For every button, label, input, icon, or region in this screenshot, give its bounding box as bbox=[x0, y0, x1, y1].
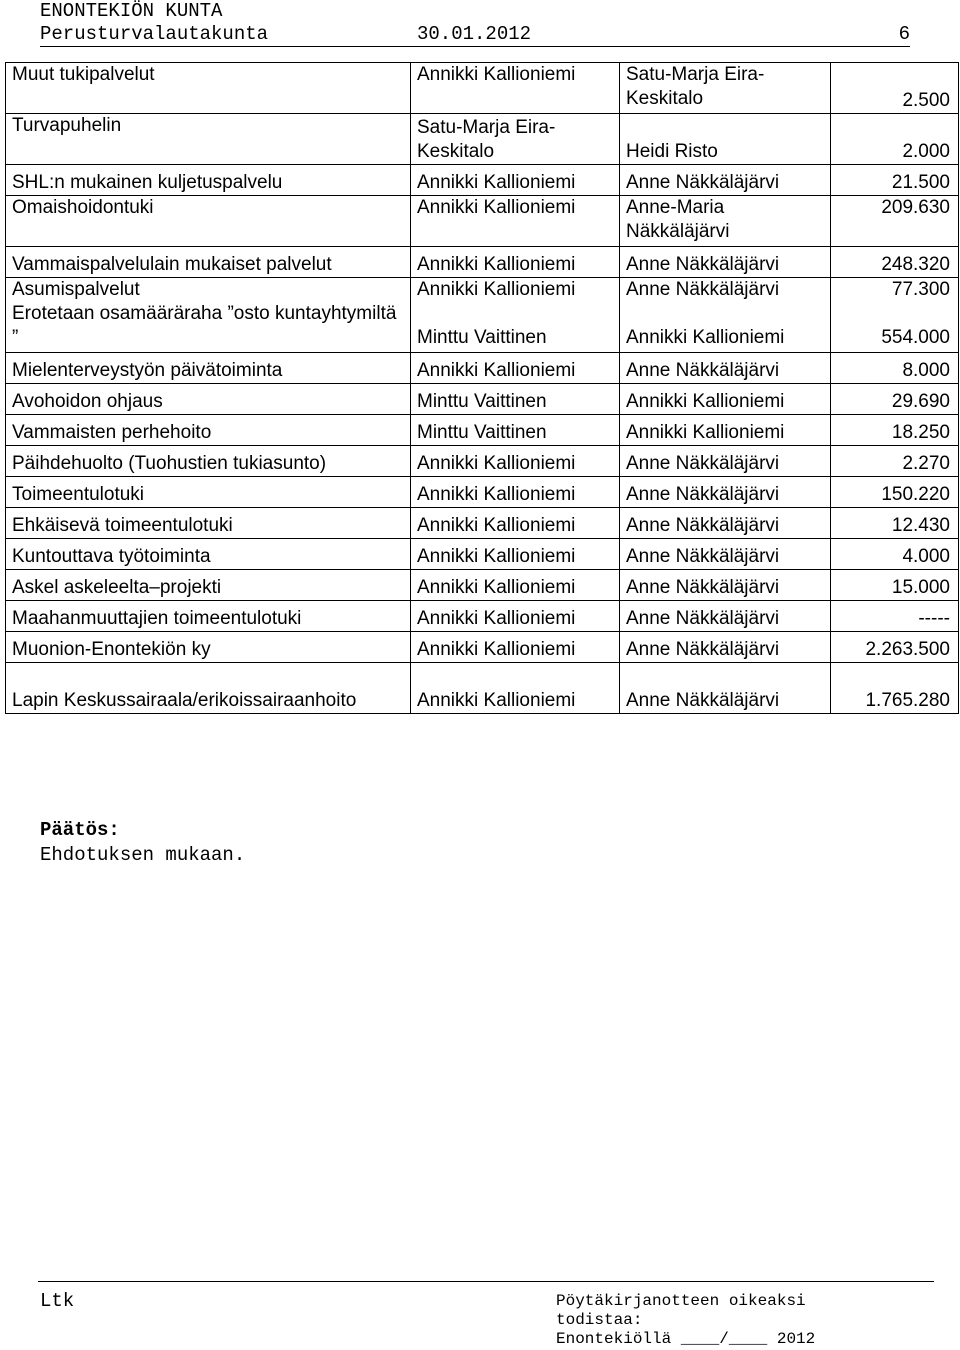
table-row bbox=[6, 601, 959, 632]
approver-cell: Annikki Kallioniemi bbox=[411, 196, 620, 247]
board-name: Perusturvalautakunta bbox=[40, 23, 269, 45]
table-row bbox=[6, 663, 959, 714]
table-row bbox=[6, 508, 959, 539]
table-row bbox=[6, 114, 959, 165]
table-row bbox=[6, 63, 959, 114]
approver-cell: Annikki Kallioniemi bbox=[411, 508, 620, 539]
certification-line: Enontekiöllä ____/____ 2012 bbox=[556, 1330, 816, 1348]
deputy-cell: Anne Näkkäläjärvi bbox=[620, 663, 831, 714]
organization-name: ENONTEKIÖN KUNTA bbox=[40, 0, 223, 22]
table-row bbox=[6, 384, 959, 415]
service-cell: SHL:n mukainen kuljetuspalvelu bbox=[6, 165, 411, 196]
service-cell: Muut tukipalvelut bbox=[6, 63, 411, 114]
approver-cell: Minttu Vaittinen bbox=[411, 384, 620, 415]
amount-cell: 12.430 bbox=[831, 508, 959, 539]
amount-line: 77.300 bbox=[891, 279, 950, 300]
approver-cell: Annikki Kallioniemi bbox=[411, 570, 620, 601]
approver-cell: Annikki Kallioniemi bbox=[411, 601, 620, 632]
table-row bbox=[6, 415, 959, 446]
service-cell: Päihdehuolto (Tuohustien tukiasunto) bbox=[6, 446, 411, 477]
deputy-subline: Annikki Kallioniemi bbox=[626, 327, 785, 348]
certification-line: Pöytäkirjanotteen oikeaksi bbox=[556, 1292, 806, 1310]
amount-cell: 2.500 bbox=[831, 63, 959, 114]
amount-cell: 2.000 bbox=[831, 114, 959, 165]
service-cell: Vammaispalvelulain mukaiset palvelut bbox=[6, 247, 411, 278]
service-cell: Omaishoidontuki bbox=[6, 196, 411, 247]
service-cell: Kuntouttava työtoiminta bbox=[6, 539, 411, 570]
table-row bbox=[6, 247, 959, 278]
approver-cell: Annikki Kallioniemi bbox=[411, 63, 620, 114]
amount-cell: 1.765.280 bbox=[831, 663, 959, 714]
service-cell: Avohoidon ohjaus bbox=[6, 384, 411, 415]
amount-cell: 4.000 bbox=[831, 539, 959, 570]
deputy-cell bbox=[620, 278, 831, 353]
service-cell bbox=[6, 278, 411, 353]
deputy-cell: Anne Näkkäläjärvi bbox=[620, 601, 831, 632]
approver-cell: Annikki Kallioniemi bbox=[411, 539, 620, 570]
deputy-cell: Anne Näkkäläjärvi bbox=[620, 353, 831, 384]
amount-cell: 2.270 bbox=[831, 446, 959, 477]
service-cell: Maahanmuuttajien toimeentulotuki bbox=[6, 601, 411, 632]
service-cell: Mielenterveystyön päivätoiminta bbox=[6, 353, 411, 384]
table-row bbox=[6, 165, 959, 196]
amount-cell: 29.690 bbox=[831, 384, 959, 415]
deputy-cell: Anne Näkkäläjärvi bbox=[620, 508, 831, 539]
page-header bbox=[40, 0, 910, 47]
budget-table bbox=[5, 62, 959, 714]
table-row bbox=[6, 632, 959, 663]
deputy-cell: Heidi Risto bbox=[620, 114, 831, 165]
service-cell: Vammaisten perhehoito bbox=[6, 415, 411, 446]
service-cell: Lapin Keskussairaala/erikoissairaanhoito bbox=[6, 663, 411, 714]
amount-cell: 2.263.500 bbox=[831, 632, 959, 663]
approver-cell: Annikki Kallioniemi bbox=[411, 477, 620, 508]
amount-cell: 21.500 bbox=[831, 165, 959, 196]
decision-text: Ehdotuksen mukaan. bbox=[40, 844, 246, 866]
approver-cell: Annikki Kallioniemi bbox=[411, 247, 620, 278]
service-cell: Ehkäisevä toimeentulotuki bbox=[6, 508, 411, 539]
approver-cell: Annikki Kallioniemi bbox=[411, 663, 620, 714]
approver-cell: Annikki Kallioniemi bbox=[411, 165, 620, 196]
ltk-label: Ltk bbox=[40, 1290, 75, 1312]
deputy-cell: Anne Näkkäläjärvi bbox=[620, 570, 831, 601]
table-row bbox=[6, 196, 959, 247]
deputy-cell: Annikki Kallioniemi bbox=[620, 384, 831, 415]
page-footer bbox=[38, 1281, 934, 1348]
table-row bbox=[6, 353, 959, 384]
deputy-cell: Anne-Maria Näkkäläjärvi bbox=[620, 196, 831, 247]
service-cell: Askel askeleelta–projekti bbox=[6, 570, 411, 601]
table-row bbox=[6, 539, 959, 570]
amount-cell: 150.220 bbox=[831, 477, 959, 508]
amount-cell: 18.250 bbox=[831, 415, 959, 446]
amount-subline: 554.000 bbox=[881, 327, 950, 348]
service-cell: Muonion-Enontekiön ky bbox=[6, 632, 411, 663]
amount-cell: ----- bbox=[831, 601, 959, 632]
amount-cell: 15.000 bbox=[831, 570, 959, 601]
approver-cell: Minttu Vaittinen bbox=[411, 415, 620, 446]
decision-block bbox=[40, 818, 245, 868]
page-number: 6 bbox=[898, 23, 910, 45]
amount-cell bbox=[831, 278, 959, 353]
amount-cell: 248.320 bbox=[831, 247, 959, 278]
amount-cell: 209.630 bbox=[831, 196, 959, 247]
service-cell: Toimeentulotuki bbox=[6, 477, 411, 508]
deputy-cell: Anne Näkkäläjärvi bbox=[620, 477, 831, 508]
table-row bbox=[6, 570, 959, 601]
approver-cell: Annikki Kallioniemi bbox=[411, 632, 620, 663]
approver-cell: Annikki Kallioniemi bbox=[411, 446, 620, 477]
header-line bbox=[40, 23, 910, 47]
amount-cell: 8.000 bbox=[831, 353, 959, 384]
deputy-cell: Anne Näkkäläjärvi bbox=[620, 165, 831, 196]
deputy-cell: Anne Näkkäläjärvi bbox=[620, 632, 831, 663]
approver-cell: Satu-Marja Eira-Keskitalo bbox=[411, 114, 620, 165]
approver-subline: Minttu Vaittinen bbox=[417, 327, 547, 348]
deputy-cell: Anne Näkkäläjärvi bbox=[620, 247, 831, 278]
table-row bbox=[6, 446, 959, 477]
service-subline: Erotetaan osamääräraha ”osto kuntayhtymiltä ” bbox=[12, 303, 397, 348]
table-row bbox=[6, 278, 959, 353]
deputy-cell: Anne Näkkäläjärvi bbox=[620, 539, 831, 570]
deputy-cell: Annikki Kallioniemi bbox=[620, 415, 831, 446]
decision-label: Päätös: bbox=[40, 819, 120, 841]
table-row bbox=[6, 477, 959, 508]
approver-cell: Annikki Kallioniemi bbox=[411, 353, 620, 384]
certification-line: todistaa: bbox=[556, 1311, 643, 1329]
certification-block bbox=[556, 1292, 815, 1349]
deputy-line: Anne Näkkäläjärvi bbox=[626, 279, 780, 300]
approver-line: Annikki Kallioniemi bbox=[417, 279, 576, 300]
deputy-cell: Anne Näkkäläjärvi bbox=[620, 446, 831, 477]
service-line: Asumispalvelut bbox=[12, 279, 140, 300]
service-cell: Turvapuhelin bbox=[6, 114, 411, 165]
deputy-cell: Satu-Marja Eira-Keskitalo bbox=[620, 63, 831, 114]
meeting-date: 30.01.2012 bbox=[417, 23, 532, 45]
approver-cell bbox=[411, 278, 620, 353]
